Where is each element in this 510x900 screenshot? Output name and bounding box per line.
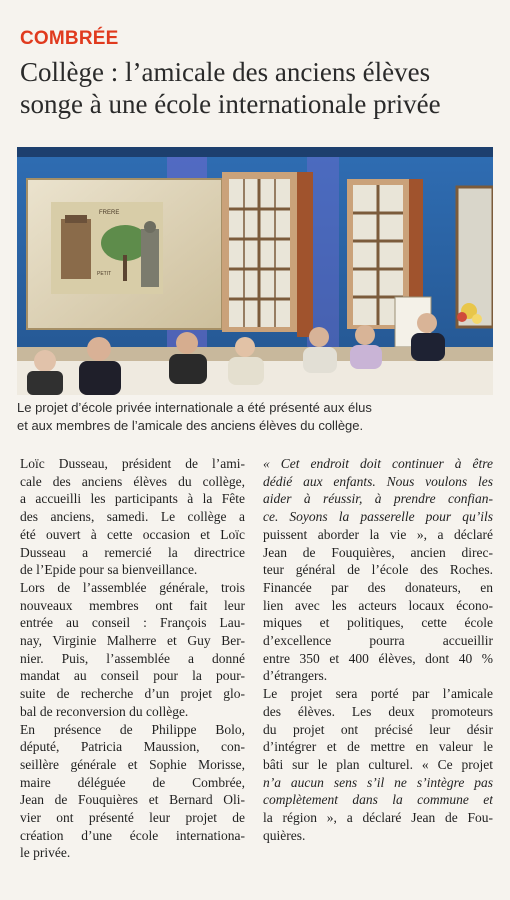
paragraph-line: Loïc Dusseau, président de l’ami- [20,456,245,471]
caption-line-1: Le projet d’école privée internationale a été présenté aux élus [17,400,372,415]
paragraph-line: aider à réussir, à prendre confian- [263,491,493,507]
paragraph-line: teur général de l’école des Roches. [263,562,493,578]
paragraph-line: Jean de Fouquières, ancien direc- [263,544,493,560]
paragraph-line: quières. [263,827,306,843]
paragraph-line: la région », a déclaré Jean de Fou- [263,810,493,826]
paragraph-line: « Cet endroit doit continuer à être [263,456,493,471]
paragraph-line: lien avec les acteurs locaux écono- [263,597,493,613]
paragraph-line: entre 350 et 400 élèves, dont 40 % [263,650,493,666]
paragraph-line: bal de reconversion du collège. [20,703,189,719]
paragraph-line: En présence de Philippe Bolo, [20,721,245,737]
paragraph-line: a accueilli les participants à la Fête [20,491,245,507]
article-column-left [20,455,245,862]
paragraph-line: ce. Soyons la passerelle pour qu’ils [263,509,493,525]
headline-line-1: Collège : l’amicale des anciens élèves [20,57,431,87]
paragraph-line: nier. Puis, l’assemblée a donné [20,650,245,666]
photo-caption [17,399,497,435]
paragraph-line: été ouvert à cette occasion et Loïc [20,526,245,542]
screen-title: FRERE [99,210,120,216]
paragraph-line: des anciens, samedi. Le collège a [20,509,245,525]
paragraph-line: député, Patricia Maussion, con- [20,739,245,755]
paragraph-line: d’excellence pourra accueillir [263,633,493,649]
paragraph-line: bâti sur le plan culturel. « Ce projet [263,756,493,772]
paragraph-line: de l’Epide pour sa bienveillance. [20,562,198,578]
paragraph-line: d’étrangers. [263,668,328,684]
paragraph-line: vier ont présenté leur projet de [20,810,245,826]
paragraph-line: nay, Virginie Malherre et Guy Ber- [20,633,245,649]
paragraph-line: le privée. [20,845,71,861]
paragraph-line: dédié aux enfants. Nous voulons les [263,473,493,489]
paragraph-line: nouveaux membres ont fait leur [20,597,245,613]
paragraph-line: Dusseau a remercié la directrice [20,544,245,560]
paragraph-line: création d’une école internationa- [20,827,245,843]
article-headline [20,56,500,120]
paragraph-line: complètement dans la commune et [263,792,493,808]
caption-line-2: et aux membres de l’amicale des anciens élèves du collège. [17,418,364,433]
paragraph-line: suite de recherche d’un projet glo- [20,686,245,702]
paragraph-line: puissent aborder la vie », a déclaré [263,526,493,542]
paragraph-line: Jean de Fouquières et Bernard Oli- [20,792,245,808]
paragraph-line: du projet ont précisé leur désir [263,721,493,737]
window-left [222,172,313,337]
paragraph-line: mandat au conseil pour la pour- [20,668,245,684]
section-kicker: COMBRÉE [20,28,119,49]
article-photo [17,147,493,395]
paragraph-line: entrée au conseil : François Lau- [20,615,245,631]
projection-screen [27,179,222,329]
paragraph-line: miques et politiques, cette école [263,615,493,631]
paragraph-line: seillère générale et Sophie Morisse, [20,756,245,772]
paragraph-line: cale des anciens élèves du collège, [20,473,245,489]
paragraph-line: d’intégrer et de mettre en valeur le [263,739,493,755]
screen-subtitle: PETIT [97,271,112,277]
paragraph-line: des élèves. Les deux promoteurs [263,703,493,719]
paragraph-line: Lors de l’assemblée générale, trois [20,579,245,595]
article-column-right [263,455,493,844]
paragraph-line: Le projet sera porté par l’amicale [263,686,493,702]
paragraph-line: n’a aucun sens s’il ne s’intègre pas [263,774,493,790]
paragraph-line: maire déléguée de Combrée, [20,774,245,790]
headline-line-2: songe à une école internationale privée [20,89,441,119]
paragraph-line: Financée par des donateurs, en [263,579,493,595]
